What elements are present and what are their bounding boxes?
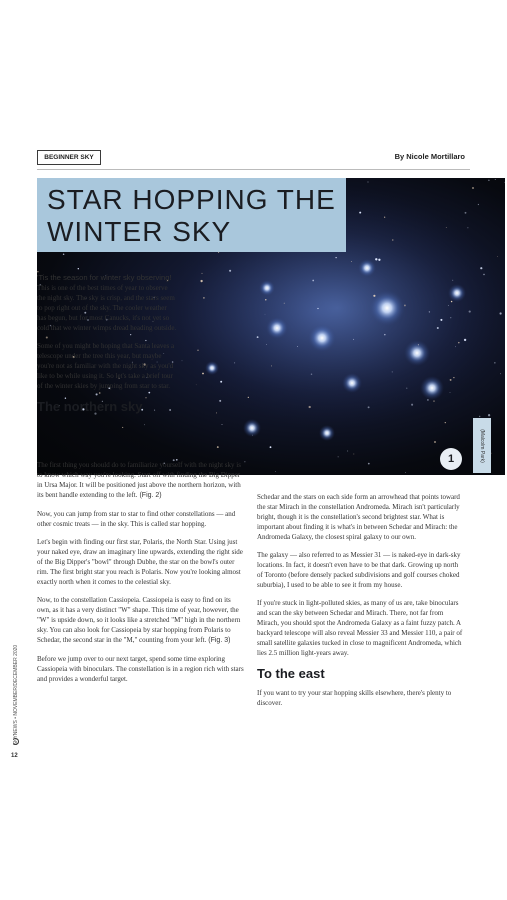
background-star xyxy=(465,212,467,214)
background-star xyxy=(451,301,453,303)
background-star xyxy=(392,239,393,240)
background-star xyxy=(270,446,272,448)
background-star xyxy=(472,187,474,189)
background-star xyxy=(359,212,361,214)
background-star xyxy=(222,424,223,425)
background-star xyxy=(478,204,479,205)
title-box xyxy=(37,178,346,252)
paragraph xyxy=(37,595,246,646)
background-star xyxy=(433,400,435,402)
background-star xyxy=(429,311,430,312)
background-star xyxy=(202,273,203,274)
background-star xyxy=(182,360,183,361)
lead-rest: This is one of the best times of year to observe the night sky. The sky is crisp, and the stars seem to pop right out of the sky. The cooler weather has begun, but for most Canucks, it's not yet so cold that we winter wimps dread heading outside. xyxy=(37,284,177,332)
background-star xyxy=(479,416,480,417)
background-star xyxy=(219,400,221,402)
article-title-line-1: STAR HOPPING THE xyxy=(47,184,336,215)
section-tag: BEGINNER SKY xyxy=(37,150,101,165)
photo-credit-text: (Malcolm Park) xyxy=(479,428,485,463)
paragraph: Let's begin with finding our first star, Polaris, the North Star. Using just your naked eye, draw an imaginary line upwards, extending the right side of the Big Dipper's "bowl" through Dubhe, the star on the bowl's outer rim. The first bright star you reach is Polaris. Now you're looking almost exactly north when it comes to the celestial sky. xyxy=(37,538,243,586)
background-star xyxy=(284,303,285,304)
paragraph-text: Now, to the constellation Cassiopeia. Cassiopeia is easy to find on its own, as it has a very distinct "W" shape. This time of year, however, the "W" is upside down, so it looks like a stretched "M" high in the northern sky. You can also look for Cassiopeia by star hopping from Polaris to Schedar, the second star in the "M," counting from your left. xyxy=(37,596,241,644)
photo-credit xyxy=(473,418,491,473)
background-star xyxy=(483,274,484,275)
paragraph: Schedar and the stars on each side form an arrowhead that points toward the star Mirach in the constellation Andromeda. Mirach isn't particularly bright, though it is the constellation's second brightest star. What is important about finding it is what's in between Schedar and Mirach: the Andromeda Galaxy, the closest spiral galaxy to our own. xyxy=(257,493,460,541)
background-star xyxy=(500,373,501,374)
background-star xyxy=(216,412,217,413)
header-divider xyxy=(37,169,470,170)
background-star xyxy=(480,267,482,269)
figure-number-badge: 1 xyxy=(440,448,462,470)
bright-star xyxy=(259,280,275,296)
background-star xyxy=(497,256,498,257)
background-star xyxy=(353,454,354,455)
bright-star xyxy=(358,259,376,277)
bright-star xyxy=(308,324,336,352)
background-star xyxy=(405,472,406,473)
right-column xyxy=(257,492,464,716)
background-star xyxy=(297,346,298,347)
paragraph: Before we jump over to our next target, spend some time exploring Cassiopeia with binoculars. The constellation is in a region rich with stars and provides a wonderful target. xyxy=(37,655,244,683)
background-star xyxy=(488,180,489,181)
paragraph xyxy=(37,460,246,501)
background-star xyxy=(309,406,311,408)
background-star xyxy=(504,182,505,183)
background-star xyxy=(196,384,197,385)
left-body-column xyxy=(37,460,246,692)
background-star xyxy=(122,427,123,428)
article-title-line-2: WINTER SKY xyxy=(47,216,232,247)
heading-northern-sky: The northern sky xyxy=(37,399,143,414)
background-star xyxy=(440,319,442,321)
background-star xyxy=(353,339,354,340)
background-star xyxy=(434,441,436,443)
background-star xyxy=(312,280,314,282)
bright-star xyxy=(342,373,362,393)
background-star xyxy=(455,346,456,347)
background-star xyxy=(202,373,204,375)
byline: By Nicole Mortillaro xyxy=(394,152,465,161)
background-star xyxy=(265,314,266,315)
background-star xyxy=(500,312,502,314)
background-star xyxy=(453,377,454,378)
background-star xyxy=(384,334,386,336)
background-star xyxy=(450,317,451,318)
background-star xyxy=(248,397,249,398)
bright-star xyxy=(205,361,219,375)
lead-paragraph xyxy=(37,273,177,333)
background-star xyxy=(200,280,202,282)
left-intro-column xyxy=(37,273,177,421)
background-star xyxy=(368,406,370,408)
bright-star xyxy=(266,317,288,339)
paragraph: The galaxy — also referred to as Messier 31 — is naked-eye in dark-sky locations. In fact, it doesn't even have to be that dark. Growing up north of Toronto (before densely packed subdivisions and golf courses choked suburbia), I used to be able to see it from my house. xyxy=(257,551,461,589)
bright-star xyxy=(319,425,335,441)
background-star xyxy=(464,339,466,341)
background-star xyxy=(335,257,336,258)
bright-star xyxy=(369,290,405,326)
page-number: 12 xyxy=(11,753,18,759)
heading-to-the-east: To the east xyxy=(257,666,325,681)
background-star xyxy=(378,259,380,261)
background-star xyxy=(467,227,468,228)
background-star xyxy=(437,327,439,329)
background-star xyxy=(494,362,495,363)
background-star xyxy=(368,463,370,465)
background-star xyxy=(351,261,352,262)
paragraph: If you want to try your star hopping skills elsewhere, there's plenty to discover. xyxy=(257,689,452,707)
background-star xyxy=(450,392,451,393)
background-star xyxy=(450,379,452,381)
background-star xyxy=(338,457,339,458)
background-star xyxy=(203,297,205,299)
background-star xyxy=(445,422,446,423)
background-star xyxy=(78,268,79,269)
bright-star xyxy=(404,340,430,366)
bright-star xyxy=(243,419,261,437)
background-star xyxy=(347,451,348,452)
figure-reference: (Fig. 2) xyxy=(137,492,162,499)
background-star xyxy=(488,414,490,416)
publication-info: SKYNEWS • NOVEMBER/DECEMBER 2020 xyxy=(13,644,19,746)
background-star xyxy=(448,305,449,306)
figure-reference: (Fig. 3) xyxy=(206,637,231,644)
background-star xyxy=(367,181,368,182)
background-star xyxy=(452,280,453,281)
background-star xyxy=(257,336,259,338)
background-star xyxy=(229,270,231,272)
background-star xyxy=(144,424,145,425)
background-star xyxy=(384,217,385,218)
background-star xyxy=(495,179,496,180)
background-star xyxy=(271,365,272,366)
bright-star xyxy=(448,284,466,302)
background-star xyxy=(458,342,460,344)
background-star xyxy=(469,311,471,313)
paragraph-text: The first thing you should do to familiarize yourself with the night sky is to know which way you're looking. Start off with finding the Big Dipper in Ursa Major. It will be positioned just above the northern horizon, with its bent handle extending to the left. xyxy=(37,461,241,499)
background-star xyxy=(446,227,447,228)
paragraph: If you're stuck in light-polluted skies, as many of us are, take binoculars and scan the sky between Schedar and Mirach. There, not far from Mirach, you should spot the Andromeda Galaxy as a faint fuzzy patch. A backyard telescope will also reveal Messier 33 and Messier 110, a pair of small satellite galaxies tucked in close to magnificent Andromeda, which lies 2.5 million light-years away. xyxy=(257,599,463,657)
background-star xyxy=(411,404,413,406)
background-star xyxy=(265,299,266,300)
background-star xyxy=(63,254,65,256)
paragraph: Now, you can jump from star to star to find other constellations — and other cosmic treats — in the sky. This is called star hopping. xyxy=(37,510,236,528)
background-star xyxy=(197,350,198,351)
bright-star xyxy=(420,376,444,400)
background-star xyxy=(234,362,235,363)
background-star xyxy=(266,344,267,345)
background-star xyxy=(317,308,318,309)
background-star xyxy=(217,446,219,448)
background-star xyxy=(392,371,393,372)
background-star xyxy=(375,258,377,260)
lead-emphasis: 'Tis the season for winter sky observing! xyxy=(37,273,172,282)
paragraph: Some of you might be hoping that Santa leaves a telescope under the tree this year, but maybe you're not as familiar with the night sky as you'd like to be while using it. So let's take a brief tour of the winter skies by jumping from star to star. xyxy=(37,342,175,390)
crescent-moon-icon xyxy=(12,738,19,745)
background-star xyxy=(220,381,222,383)
background-star xyxy=(406,388,407,389)
background-star xyxy=(275,471,276,472)
background-star xyxy=(311,374,312,375)
